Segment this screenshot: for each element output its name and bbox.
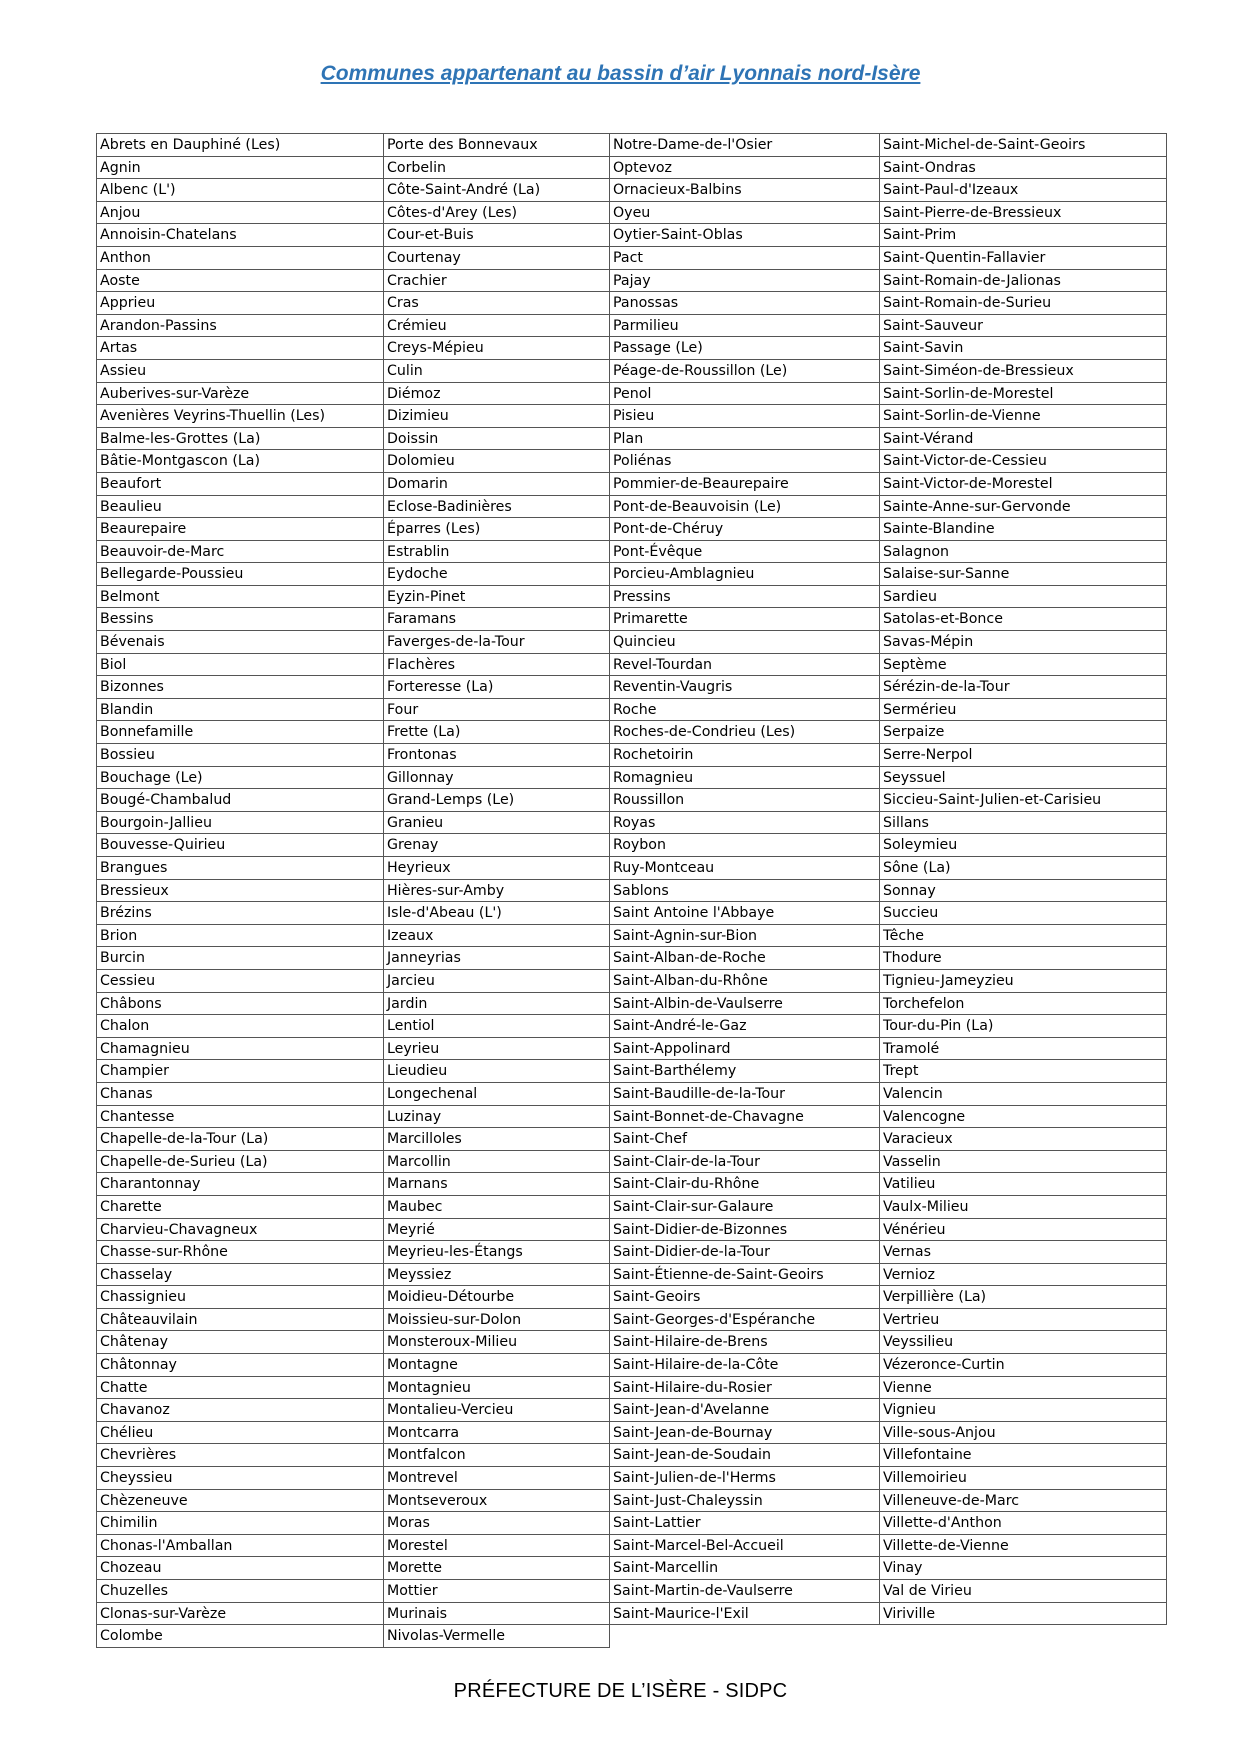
table-cell: Montagnieu — [384, 1377, 610, 1400]
table-cell: Saint-Victor-de-Cessieu — [880, 450, 1167, 473]
table-cell: Saint-Bonnet-de-Chavagne — [610, 1106, 880, 1129]
table-cell: Saint-Alban-du-Rhône — [610, 970, 880, 993]
table-cell: Roche — [610, 699, 880, 722]
table-cell: Apprieu — [96, 292, 384, 315]
table-cell: Clonas-sur-Varèze — [96, 1603, 384, 1626]
table-cell: Morestel — [384, 1535, 610, 1558]
table-cell: Saint-Clair-sur-Galaure — [610, 1196, 880, 1219]
table-cell: Chatte — [96, 1377, 384, 1400]
table-cell: Têche — [880, 925, 1167, 948]
table-cell: Saint-Marcellin — [610, 1557, 880, 1580]
table-cell: Annoisin-Chatelans — [96, 224, 384, 247]
table-cell: Creys-Mépieu — [384, 337, 610, 360]
table-cell: Pont-de-Beauvoisin (Le) — [610, 496, 880, 519]
table-cell: Grand-Lemps (Le) — [384, 789, 610, 812]
table-cell: Trept — [880, 1060, 1167, 1083]
table-cell: Saint-Barthélemy — [610, 1060, 880, 1083]
table-cell: Saint-Jean-de-Bournay — [610, 1422, 880, 1445]
table-cell: Agnin — [96, 157, 384, 180]
table-cell: Faramans — [384, 608, 610, 631]
table-cell: Courtenay — [384, 247, 610, 270]
table-cell: Bonnefamille — [96, 721, 384, 744]
table-cell: Saint-Romain-de-Surieu — [880, 292, 1167, 315]
table-cell: Sainte-Anne-sur-Gervonde — [880, 496, 1167, 519]
table-cell: Montcarra — [384, 1422, 610, 1445]
table-cell: Heyrieux — [384, 857, 610, 880]
table-cell: Saint-Georges-d'Espéranche — [610, 1309, 880, 1332]
table-cell: Charvieu-Chavagneux — [96, 1219, 384, 1242]
table-cell: Eclose-Badinières — [384, 496, 610, 519]
table-cell: Forteresse (La) — [384, 676, 610, 699]
table-cell: Montseveroux — [384, 1490, 610, 1513]
table-cell: Aoste — [96, 270, 384, 293]
table-cell: Cheyssieu — [96, 1467, 384, 1490]
table-cell: Doissin — [384, 428, 610, 451]
table-cell: Ville-sous-Anjou — [880, 1422, 1167, 1445]
table-cell: Domarin — [384, 473, 610, 496]
table-cell: Chasse-sur-Rhône — [96, 1241, 384, 1264]
table-cell: Serpaize — [880, 721, 1167, 744]
table-cell: Saint-Sorlin-de-Vienne — [880, 405, 1167, 428]
table-cell: Saint Antoine l'Abbaye — [610, 902, 880, 925]
table-cell: Saint-Just-Chaleyssin — [610, 1490, 880, 1513]
table-cell: Balme-les-Grottes (La) — [96, 428, 384, 451]
table-cell: Oyeu — [610, 202, 880, 225]
table-column — [96, 133, 384, 1648]
table-cell: Saint-Clair-du-Rhône — [610, 1173, 880, 1196]
table-cell: Albenc (L') — [96, 179, 384, 202]
table-cell: Chozeau — [96, 1557, 384, 1580]
table-cell: Sermérieu — [880, 699, 1167, 722]
table-cell: Grenay — [384, 834, 610, 857]
table-cell: Cour-et-Buis — [384, 224, 610, 247]
table-cell: Crachier — [384, 270, 610, 293]
table-cell: Monsteroux-Milieu — [384, 1331, 610, 1354]
table-cell: Pressins — [610, 586, 880, 609]
table-cell: Notre-Dame-de-l'Osier — [610, 134, 880, 157]
table-cell: Burcin — [96, 947, 384, 970]
table-cell: Ruy-Montceau — [610, 857, 880, 880]
table-cell: Villeneuve-de-Marc — [880, 1490, 1167, 1513]
table-cell: Marcollin — [384, 1151, 610, 1174]
table-cell: Saint-Julien-de-l'Herms — [610, 1467, 880, 1490]
table-cell: Sillans — [880, 812, 1167, 835]
table-cell: Châtenay — [96, 1331, 384, 1354]
table-cell: Luzinay — [384, 1106, 610, 1129]
table-cell: Hières-sur-Amby — [384, 880, 610, 903]
table-cell: Dolomieu — [384, 450, 610, 473]
table-cell: Four — [384, 699, 610, 722]
table-cell: Porcieu-Amblagnieu — [610, 563, 880, 586]
table-cell: Abrets en Dauphiné (Les) — [96, 134, 384, 157]
table-cell: Saint-Lattier — [610, 1512, 880, 1535]
table-cell: Savas-Mépin — [880, 631, 1167, 654]
table-cell: Poliénas — [610, 450, 880, 473]
table-cell: Arandon-Passins — [96, 315, 384, 338]
table-cell: Sône (La) — [880, 857, 1167, 880]
table-cell: Estrablin — [384, 541, 610, 564]
table-cell: Saint-Ondras — [880, 157, 1167, 180]
table-cell: Sablons — [610, 880, 880, 903]
table-cell: Saint-Maurice-l'Exil — [610, 1603, 880, 1626]
table-cell: Biol — [96, 654, 384, 677]
table-cell: Vernas — [880, 1241, 1167, 1264]
table-cell: Pisieu — [610, 405, 880, 428]
table-cell: Côte-Saint-André (La) — [384, 179, 610, 202]
table-cell: Cras — [384, 292, 610, 315]
table-cell: Saint-Romain-de-Jalionas — [880, 270, 1167, 293]
table-cell: Meyrié — [384, 1219, 610, 1242]
table-cell: Saint-Chef — [610, 1128, 880, 1151]
table-cell: Saint-Pierre-de-Bressieux — [880, 202, 1167, 225]
table-cell: Chamagnieu — [96, 1038, 384, 1061]
table-cell: Bizonnes — [96, 676, 384, 699]
table-cell: Saint-Clair-de-la-Tour — [610, 1151, 880, 1174]
table-cell: Saint-Didier-de-la-Tour — [610, 1241, 880, 1264]
table-cell: Vénérieu — [880, 1219, 1167, 1242]
table-cell: Montalieu-Vercieu — [384, 1399, 610, 1422]
table-cell: Murinais — [384, 1603, 610, 1626]
table-cell: Côtes-d'Arey (Les) — [384, 202, 610, 225]
table-cell: Chapelle-de-Surieu (La) — [96, 1151, 384, 1174]
table-cell: Saint-Jean-d'Avelanne — [610, 1399, 880, 1422]
table-cell: Frontonas — [384, 744, 610, 767]
table-cell: Sardieu — [880, 586, 1167, 609]
table-cell: Charantonnay — [96, 1173, 384, 1196]
table-cell: Chimilin — [96, 1512, 384, 1535]
table-cell: Jardin — [384, 993, 610, 1016]
table-cell: Brézins — [96, 902, 384, 925]
table-cell: Saint-Vérand — [880, 428, 1167, 451]
table-cell: Chanas — [96, 1083, 384, 1106]
table-cell: Chevrières — [96, 1444, 384, 1467]
table-cell: Longechenal — [384, 1083, 610, 1106]
table-cell: Vinay — [880, 1557, 1167, 1580]
table-cell: Maubec — [384, 1196, 610, 1219]
table-cell: Saint-Agnin-sur-Bion — [610, 925, 880, 948]
table-cell: Villette-de-Vienne — [880, 1535, 1167, 1558]
table-cell: Bessins — [96, 608, 384, 631]
table-cell: Beauvoir-de-Marc — [96, 541, 384, 564]
table-cell: Veyssilieu — [880, 1331, 1167, 1354]
table-cell: Saint-Geoirs — [610, 1286, 880, 1309]
table-cell: Valencin — [880, 1083, 1167, 1106]
table-cell: Thodure — [880, 947, 1167, 970]
table-cell: Tour-du-Pin (La) — [880, 1015, 1167, 1038]
table-cell: Serre-Nerpol — [880, 744, 1167, 767]
table-cell: Pact — [610, 247, 880, 270]
table-cell: Moissieu-sur-Dolon — [384, 1309, 610, 1332]
table-cell: Vienne — [880, 1377, 1167, 1400]
table-cell: Châbons — [96, 993, 384, 1016]
table-cell: Saint-Hilaire-de-la-Côte — [610, 1354, 880, 1377]
table-cell: Beaulieu — [96, 496, 384, 519]
table-cell: Saint-Savin — [880, 337, 1167, 360]
table-cell: Septème — [880, 654, 1167, 677]
table-cell: Roussillon — [610, 789, 880, 812]
table-cell: Eyzin-Pinet — [384, 586, 610, 609]
table-cell: Villemoirieu — [880, 1467, 1167, 1490]
table-cell: Val de Virieu — [880, 1580, 1167, 1603]
table-cell: Saint-Paul-d'Izeaux — [880, 179, 1167, 202]
table-cell: Quincieu — [610, 631, 880, 654]
table-cell: Belmont — [96, 586, 384, 609]
table-cell: Nivolas-Vermelle — [384, 1625, 610, 1648]
table-cell: Morette — [384, 1557, 610, 1580]
table-cell: Saint-André-le-Gaz — [610, 1015, 880, 1038]
table-cell: Lentiol — [384, 1015, 610, 1038]
table-cell: Vasselin — [880, 1151, 1167, 1174]
table-cell: Bellegarde-Poussieu — [96, 563, 384, 586]
table-cell: Saint-Prim — [880, 224, 1167, 247]
table-cell: Optevoz — [610, 157, 880, 180]
table-cell: Crémieu — [384, 315, 610, 338]
table-column — [610, 133, 880, 1625]
table-cell: Roybon — [610, 834, 880, 857]
table-cell: Saint-Marcel-Bel-Accueil — [610, 1535, 880, 1558]
table-cell: Faverges-de-la-Tour — [384, 631, 610, 654]
table-cell: Bouvesse-Quirieu — [96, 834, 384, 857]
table-cell: Chasselay — [96, 1264, 384, 1287]
table-cell: Saint-Quentin-Fallavier — [880, 247, 1167, 270]
table-cell: Auberives-sur-Varèze — [96, 383, 384, 406]
communes-table — [96, 133, 1167, 1648]
table-cell: Gillonnay — [384, 767, 610, 790]
table-cell: Artas — [96, 337, 384, 360]
table-cell: Granieu — [384, 812, 610, 835]
table-cell: Chantesse — [96, 1106, 384, 1129]
table-cell: Meyssiez — [384, 1264, 610, 1287]
table-cell: Chavanoz — [96, 1399, 384, 1422]
table-cell: Flachères — [384, 654, 610, 677]
table-cell: Éparres (Les) — [384, 518, 610, 541]
table-cell: Saint-Victor-de-Morestel — [880, 473, 1167, 496]
table-cell: Montfalcon — [384, 1444, 610, 1467]
table-cell: Bâtie-Montgascon (La) — [96, 450, 384, 473]
table-cell: Blandin — [96, 699, 384, 722]
table-cell: Corbelin — [384, 157, 610, 180]
page-footer: PRÉFECTURE DE L’ISÈRE - SIDPC — [453, 1680, 788, 1702]
table-cell: Sonnay — [880, 880, 1167, 903]
table-cell: Frette (La) — [384, 721, 610, 744]
table-cell: Primarette — [610, 608, 880, 631]
table-cell: Porte des Bonnevaux — [384, 134, 610, 157]
table-cell: Chèzeneuve — [96, 1490, 384, 1513]
table-cell: Tignieu-Jameyzieu — [880, 970, 1167, 993]
table-cell: Bouchage (Le) — [96, 767, 384, 790]
table-cell: Cessieu — [96, 970, 384, 993]
table-cell: Saint-Didier-de-Bizonnes — [610, 1219, 880, 1242]
table-cell: Pommier-de-Beaurepaire — [610, 473, 880, 496]
table-cell: Brangues — [96, 857, 384, 880]
table-cell: Saint-Martin-de-Vaulserre — [610, 1580, 880, 1603]
page-title: Communes appartenant au bassin d’air Lyonnais nord-Isère — [320, 62, 921, 85]
table-cell: Dizimieu — [384, 405, 610, 428]
table-cell: Saint-Sorlin-de-Morestel — [880, 383, 1167, 406]
table-cell: Pont-Évêque — [610, 541, 880, 564]
table-cell: Bossieu — [96, 744, 384, 767]
table-cell: Bougé-Chambalud — [96, 789, 384, 812]
table-cell: Oytier-Saint-Oblas — [610, 224, 880, 247]
table-cell: Eydoche — [384, 563, 610, 586]
table-cell: Saint-Siméon-de-Bressieux — [880, 360, 1167, 383]
table-cell: Izeaux — [384, 925, 610, 948]
table-cell: Seyssuel — [880, 767, 1167, 790]
table-cell: Romagnieu — [610, 767, 880, 790]
table-cell: Passage (Le) — [610, 337, 880, 360]
table-cell: Péage-de-Roussillon (Le) — [610, 360, 880, 383]
table-cell: Sérézin-de-la-Tour — [880, 676, 1167, 699]
table-cell: Valencogne — [880, 1106, 1167, 1129]
table-cell: Saint-Baudille-de-la-Tour — [610, 1083, 880, 1106]
table-cell: Soleymieu — [880, 834, 1167, 857]
table-cell: Plan — [610, 428, 880, 451]
table-cell: Vatilieu — [880, 1173, 1167, 1196]
table-cell: Châtonnay — [96, 1354, 384, 1377]
table-cell: Salagnon — [880, 541, 1167, 564]
table-cell: Avenières Veyrins-Thuellin (Les) — [96, 405, 384, 428]
table-cell: Varacieux — [880, 1128, 1167, 1151]
table-column — [384, 133, 610, 1648]
table-cell: Champier — [96, 1060, 384, 1083]
table-cell: Montrevel — [384, 1467, 610, 1490]
table-cell: Brion — [96, 925, 384, 948]
table-cell: Leyrieu — [384, 1038, 610, 1061]
table-cell: Saint-Étienne-de-Saint-Geoirs — [610, 1264, 880, 1287]
table-cell: Bourgoin-Jallieu — [96, 812, 384, 835]
table-cell: Chélieu — [96, 1422, 384, 1445]
table-cell: Vernioz — [880, 1264, 1167, 1287]
table-cell: Saint-Hilaire-de-Brens — [610, 1331, 880, 1354]
table-cell: Charette — [96, 1196, 384, 1219]
table-cell: Montagne — [384, 1354, 610, 1377]
table-cell: Diémoz — [384, 383, 610, 406]
table-cell: Chassignieu — [96, 1286, 384, 1309]
table-cell: Beaufort — [96, 473, 384, 496]
table-column — [880, 133, 1167, 1625]
table-cell: Sainte-Blandine — [880, 518, 1167, 541]
table-cell: Villefontaine — [880, 1444, 1167, 1467]
table-cell: Moidieu-Détourbe — [384, 1286, 610, 1309]
table-cell: Tramolé — [880, 1038, 1167, 1061]
table-cell: Reventin-Vaugris — [610, 676, 880, 699]
table-cell: Salaise-sur-Sanne — [880, 563, 1167, 586]
table-cell: Panossas — [610, 292, 880, 315]
table-cell: Pajay — [610, 270, 880, 293]
table-cell: Lieudieu — [384, 1060, 610, 1083]
table-cell: Marnans — [384, 1173, 610, 1196]
table-cell: Roches-de-Condrieu (Les) — [610, 721, 880, 744]
table-cell: Moras — [384, 1512, 610, 1535]
table-cell: Royas — [610, 812, 880, 835]
table-cell: Saint-Hilaire-du-Rosier — [610, 1377, 880, 1400]
table-cell: Isle-d'Abeau (L') — [384, 902, 610, 925]
table-cell: Jarcieu — [384, 970, 610, 993]
table-cell: Beaurepaire — [96, 518, 384, 541]
table-cell: Ornacieux-Balbins — [610, 179, 880, 202]
table-cell: Vaulx-Milieu — [880, 1196, 1167, 1219]
table-cell: Parmilieu — [610, 315, 880, 338]
table-cell: Viriville — [880, 1603, 1167, 1626]
table-cell: Revel-Tourdan — [610, 654, 880, 677]
table-cell: Torchefelon — [880, 993, 1167, 1016]
table-cell: Assieu — [96, 360, 384, 383]
table-cell: Bévenais — [96, 631, 384, 654]
table-cell: Châteauvilain — [96, 1309, 384, 1332]
table-cell: Marcilloles — [384, 1128, 610, 1151]
table-cell: Rochetoirin — [610, 744, 880, 767]
table-cell: Siccieu-Saint-Julien-et-Carisieu — [880, 789, 1167, 812]
table-cell: Chapelle-de-la-Tour (La) — [96, 1128, 384, 1151]
table-cell: Culin — [384, 360, 610, 383]
table-cell: Vertrieu — [880, 1309, 1167, 1332]
table-cell: Chalon — [96, 1015, 384, 1038]
table-cell: Saint-Jean-de-Soudain — [610, 1444, 880, 1467]
table-cell: Vignieu — [880, 1399, 1167, 1422]
table-cell: Chonas-l'Amballan — [96, 1535, 384, 1558]
table-cell: Saint-Alban-de-Roche — [610, 947, 880, 970]
table-cell: Anthon — [96, 247, 384, 270]
table-cell: Verpillière (La) — [880, 1286, 1167, 1309]
table-cell: Vézeronce-Curtin — [880, 1354, 1167, 1377]
table-cell: Chuzelles — [96, 1580, 384, 1603]
table-cell: Succieu — [880, 902, 1167, 925]
table-cell: Saint-Michel-de-Saint-Geoirs — [880, 134, 1167, 157]
table-cell: Penol — [610, 383, 880, 406]
table-cell: Satolas-et-Bonce — [880, 608, 1167, 631]
table-cell: Bressieux — [96, 880, 384, 903]
table-cell: Saint-Appolinard — [610, 1038, 880, 1061]
table-cell: Pont-de-Chéruy — [610, 518, 880, 541]
table-cell: Saint-Sauveur — [880, 315, 1167, 338]
table-cell: Colombe — [96, 1625, 384, 1648]
table-cell: Anjou — [96, 202, 384, 225]
table-cell: Villette-d'Anthon — [880, 1512, 1167, 1535]
table-cell: Janneyrias — [384, 947, 610, 970]
table-cell: Mottier — [384, 1580, 610, 1603]
table-cell: Saint-Albin-de-Vaulserre — [610, 993, 880, 1016]
table-cell: Meyrieu-les-Étangs — [384, 1241, 610, 1264]
